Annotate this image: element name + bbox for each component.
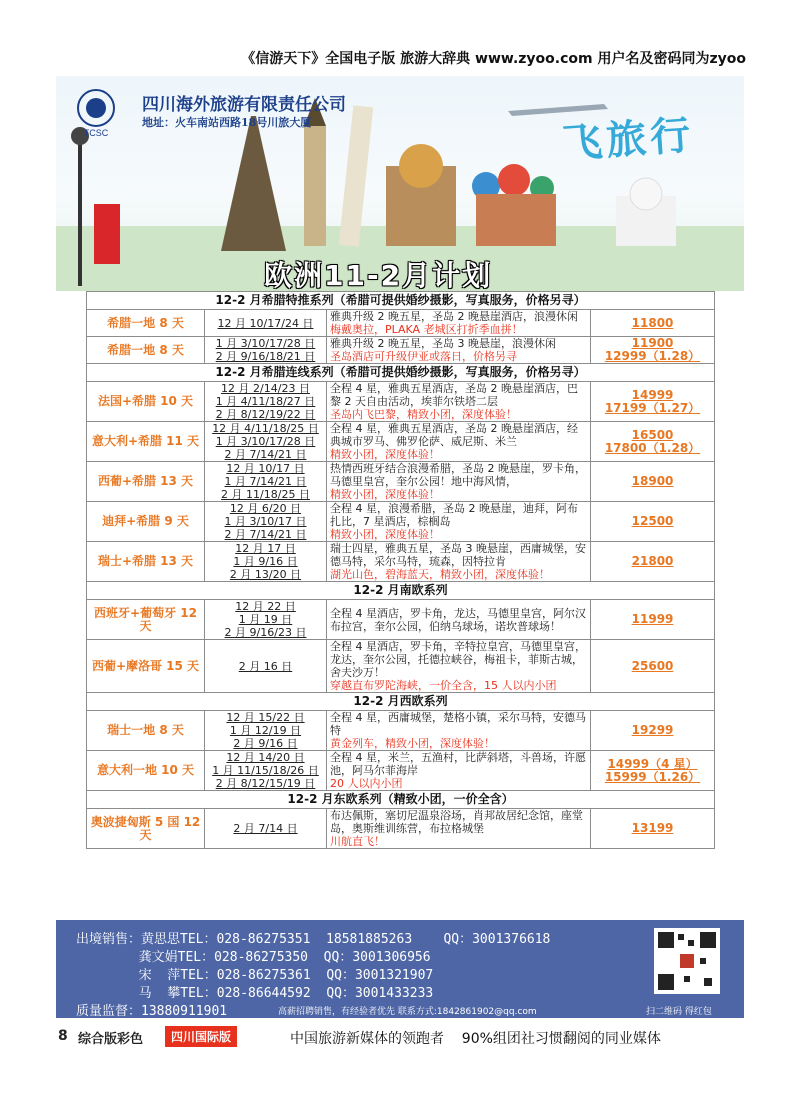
date-line: 2 月 9/16/23 日 (224, 626, 307, 639)
description-text: 热情西班牙结合浪漫希腊，圣岛 2 晚悬崖，罗卡角，马德里皇宫，奎尔公园！地中海风情， (330, 462, 586, 488)
tour-name: 意大利+希腊 11 天 (87, 422, 205, 462)
slogan: 中国旅游新媒体的领跑者 90%组团社习惯翻阅的同业媒体 (290, 1031, 661, 1047)
tour-description (327, 382, 591, 422)
section-title: 12-2 月南欧系列 (87, 582, 715, 600)
tour-price (591, 310, 715, 337)
page-title: 欧洲11-2月计划 (264, 259, 493, 291)
section-title: 12-2 月东欧系列（精致小团，一价全含） (87, 791, 715, 809)
tour-name: 法国+希腊 10 天 (87, 382, 205, 422)
table-row (87, 382, 715, 422)
logo-text: TCSC (83, 128, 109, 138)
price-line: 14999 (631, 387, 674, 402)
date-line: 1 月 12/19 日 (229, 724, 302, 737)
contact-line: 龚文娟TEL：028-86275350 QQ：3001306956 (76, 950, 431, 965)
price-line: 11999 (631, 612, 674, 626)
date-line: 12 月 2/14/23 日 (221, 382, 310, 395)
tour-name: 西葡+摩洛哥 15 天 (87, 640, 205, 693)
edition-badge: 四川国际版 (165, 1026, 237, 1047)
highlight-text: 20 人以内小团 (330, 777, 403, 790)
tour-name: 瑞士一地 8 天 (87, 711, 205, 751)
table-row (87, 711, 715, 751)
section-header (87, 791, 715, 809)
page-header (0, 0, 800, 76)
highlight-text: 川航直飞！ (330, 835, 385, 848)
contact-line: 出境销售：黄思思TEL：028-86275351 18581885263 QQ：3001376618 (76, 932, 551, 947)
description-text: 全程 4 星，米兰，五渔村，比萨斜塔，斗兽场，许愿池，阿马尔菲海岸 (330, 751, 586, 777)
price-line: 19299 (631, 723, 674, 737)
company-name: 四川海外旅游有限责任公司 (142, 95, 346, 115)
highlight-text: 黄金列车，精致小团，深度体验！ (330, 737, 495, 750)
description-text: 布达佩斯，塞切尼温泉浴场，肖邦故居纪念馆，座堂岛，奥斯维训练营，布拉格城堡 (330, 809, 583, 835)
date-line: 2 月 16 日 (238, 659, 293, 673)
edition-label: 综合版彩色 (78, 1032, 144, 1047)
tour-description (327, 751, 591, 791)
table-row (87, 809, 715, 849)
tour-description (327, 809, 591, 849)
tour-dates (205, 809, 327, 849)
tour-price (591, 502, 715, 542)
price-line: 25600 (631, 658, 674, 673)
date-line: 2 月 7/14/21 日 (224, 528, 307, 541)
brand-title: 飞旅行 (560, 112, 696, 168)
section-header (87, 292, 715, 310)
price-line: 15999（1.26） (604, 769, 701, 784)
date-line: 1 月 3/10/17/28 日 (215, 435, 316, 448)
tour-dates (205, 462, 327, 502)
highlight-text: 梅戴奥拉，PLAKA 老城区打折季血拼！ (330, 323, 523, 336)
date-line: 12 月 15/22 日 (226, 711, 305, 724)
section-title: 12-2 月希腊特推系列（希腊可提供婚纱摄影，写真服务，价格另寻） (87, 292, 715, 310)
tour-description (327, 542, 591, 582)
table-row (87, 600, 715, 640)
tour-name: 奥波捷匈斯 5 国 12 天 (87, 809, 205, 849)
description-text: 全程 4 星，雅典五星酒店，圣岛 2 晚悬崖酒店，经典城市罗马、佛罗伦萨、威尼斯、米兰 (330, 422, 578, 448)
date-line: 1 月 9/16 日 (233, 555, 298, 568)
highlight-text: 圣岛内飞巴黎，精致小团，深度体验！ (330, 408, 517, 421)
tour-name: 西葡+希腊 13 天 (87, 462, 205, 502)
table-row (87, 462, 715, 502)
tour-price (591, 751, 715, 791)
highlight-text: 穿越直布罗陀海峡，一价全含，15 人以内小团 (330, 679, 557, 692)
header-text: 《信游天下》全国电子版 旅游大辞典 www.zyoo.com 用户名及密码同为zyoo (241, 51, 746, 67)
tour-price (591, 462, 715, 502)
section-header (87, 364, 715, 382)
date-line: 2 月 8/12/19/22 日 (215, 408, 316, 421)
table-row (87, 502, 715, 542)
description-text: 全程 4 星，雅典五星酒店，圣岛 2 晚悬崖酒店，巴黎 2 天自由活动，埃菲尔铁塔二层 (330, 382, 578, 408)
tour-name: 希腊一地 8 天 (87, 310, 205, 337)
company-address: 地址：火车南站西路18号川旅大厦 (142, 116, 312, 129)
tour-price (591, 809, 715, 849)
footer-contacts (56, 920, 744, 1018)
date-line: 2 月 13/20 日 (229, 568, 302, 581)
date-line: 12 月 10/17 日 (226, 462, 305, 475)
tour-dates (205, 542, 327, 582)
page-footer (0, 1024, 800, 1054)
date-line: 12 月 22 日 (235, 600, 296, 613)
tour-dates (205, 600, 327, 640)
tour-description (327, 640, 591, 693)
tour-description (327, 462, 591, 502)
tour-price (591, 382, 715, 422)
price-line: 13199 (631, 821, 674, 835)
tour-price (591, 422, 715, 462)
description-text: 雅典升级 2 晚五星，圣岛 2 晚悬崖酒店，浪漫休闲 (330, 310, 578, 323)
tour-dates (205, 502, 327, 542)
quality-line: 质量监督：13880911901 (76, 1004, 228, 1019)
contact-line: 马 攀TEL：028-86644592 QQ：3001433233 (76, 986, 434, 1001)
tour-price (591, 337, 715, 364)
price-line: 17199（1.27） (604, 400, 701, 415)
tour-dates (205, 310, 327, 337)
description-text: 瑞士四星，雅典五星，圣岛 3 晚悬崖，西庸城堡，安德马特，采尔马特，琉森，因特拉肯 (330, 542, 586, 568)
date-line: 12 月 4/11/18/25 日 (212, 422, 319, 435)
price-line: 12500 (631, 514, 674, 528)
description-text: 全程 4 星，西庸城堡，楚格小镇，采尔马特，安德马特 (330, 711, 586, 737)
table-row (87, 542, 715, 582)
date-line: 1 月 11/15/18/26 日 (212, 764, 319, 777)
hero-banner (56, 76, 744, 291)
date-line: 2 月 9/16/18/21 日 (215, 350, 316, 363)
tour-dates (205, 751, 327, 791)
tour-description (327, 711, 591, 751)
highlight-text: 精致小团，深度体验！ (330, 528, 440, 541)
tour-price (591, 542, 715, 582)
qr-caption: 扫二维码 得红包 (646, 1007, 712, 1017)
table-row (87, 751, 715, 791)
table-row (87, 337, 715, 364)
price-line: 11900 (631, 336, 674, 350)
table-row (87, 310, 715, 337)
date-line: 1 月 7/14/21 日 (224, 475, 307, 488)
description-text: 全程 4 星，浪漫希腊，圣岛 2 晚悬崖，迪拜，阿布扎比，7 星酒店，棕榈岛 (330, 502, 578, 528)
tour-dates (205, 382, 327, 422)
date-line: 12 月 6/20 日 (229, 502, 302, 515)
date-line: 2 月 9/16 日 (233, 737, 298, 750)
date-line: 1 月 4/11/18/27 日 (215, 395, 316, 408)
highlight-text: 精致小团，深度体验！ (330, 488, 440, 501)
page-number: 8 (58, 1028, 68, 1044)
highlight-text: 精致小团，深度体验！ (330, 448, 440, 461)
section-header (87, 693, 715, 711)
date-line: 1 月 19 日 (238, 613, 293, 626)
recruit-text: 高薪招聘销售，有经验者优先 联系方式:1842861902@qq.com (278, 1007, 537, 1017)
date-line: 12 月 17 日 (235, 542, 296, 555)
price-line: 18900 (631, 474, 674, 488)
tour-description (327, 502, 591, 542)
date-line: 1 月 3/10/17 日 (224, 515, 307, 528)
tour-price (591, 711, 715, 751)
tour-name: 西班牙+葡萄牙 12 天 (87, 600, 205, 640)
price-line: 12999（1.28） (604, 349, 701, 363)
date-line: 2 月 7/14 日 (233, 822, 298, 835)
table-row (87, 422, 715, 462)
tour-name: 意大利一地 10 天 (87, 751, 205, 791)
tour-name: 迪拜+希腊 9 天 (87, 502, 205, 542)
tour-dates (205, 337, 327, 364)
qr-code-icon[interactable] (654, 928, 720, 994)
description-text: 雅典升级 2 晚五星，圣岛 3 晚悬崖，浪漫休闲 (330, 337, 556, 350)
tour-name: 希腊一地 8 天 (87, 337, 205, 364)
tour-description (327, 337, 591, 364)
tour-price (591, 640, 715, 693)
date-line: 12 月 14/20 日 (226, 751, 305, 764)
tour-dates (205, 711, 327, 751)
section-header (87, 582, 715, 600)
tour-table (86, 291, 715, 849)
tour-price (591, 600, 715, 640)
price-line: 16500 (631, 427, 674, 442)
tour-name: 瑞士+希腊 13 天 (87, 542, 205, 582)
price-line: 11800 (631, 315, 674, 330)
price-line: 21800 (631, 554, 674, 568)
table-row (87, 640, 715, 693)
description-text: 全程 4 星酒店，罗卡角，龙达，马德里皇宫，阿尔汉布拉宫，奎尔公园，伯纳乌球场，诺坎普球场！ (330, 606, 586, 633)
section-title: 12-2 月希腊连线系列（希腊可提供婚纱摄影，写真服务，价格另寻） (87, 364, 715, 382)
tour-dates (205, 422, 327, 462)
highlight-text: 湖光山色，碧海蓝天，精致小团，深度体验！ (330, 568, 550, 581)
date-line: 2 月 7/14/21 日 (224, 448, 307, 461)
company-logo (70, 86, 122, 138)
contact-line: 宋 萍TEL：028-86275361 QQ：3001321907 (76, 968, 434, 983)
tour-dates (205, 640, 327, 693)
tour-description (327, 600, 591, 640)
price-line: 17800（1.28） (604, 440, 701, 455)
tour-description (327, 310, 591, 337)
date-line: 2 月 11/18/25 日 (221, 488, 310, 501)
date-line: 2 月 8/12/15/19 日 (215, 777, 316, 790)
tour-description (327, 422, 591, 462)
highlight-text: 圣岛酒店可升级伊亚或落日，价格另寻 (330, 350, 517, 363)
price-line: 14999（4 星） (607, 756, 698, 771)
date-line: 12 月 10/17/24 日 (217, 316, 314, 330)
description-text: 全程 4 星酒店，罗卡角，辛特拉皇宫，马德里皇宫，龙达，奎尔公园，托德拉峡谷，梅祖卡，菲斯古城，舍夫沙万！ (330, 640, 586, 679)
section-title: 12-2 月西欧系列 (87, 693, 715, 711)
date-line: 1 月 3/10/17/28 日 (215, 337, 316, 350)
